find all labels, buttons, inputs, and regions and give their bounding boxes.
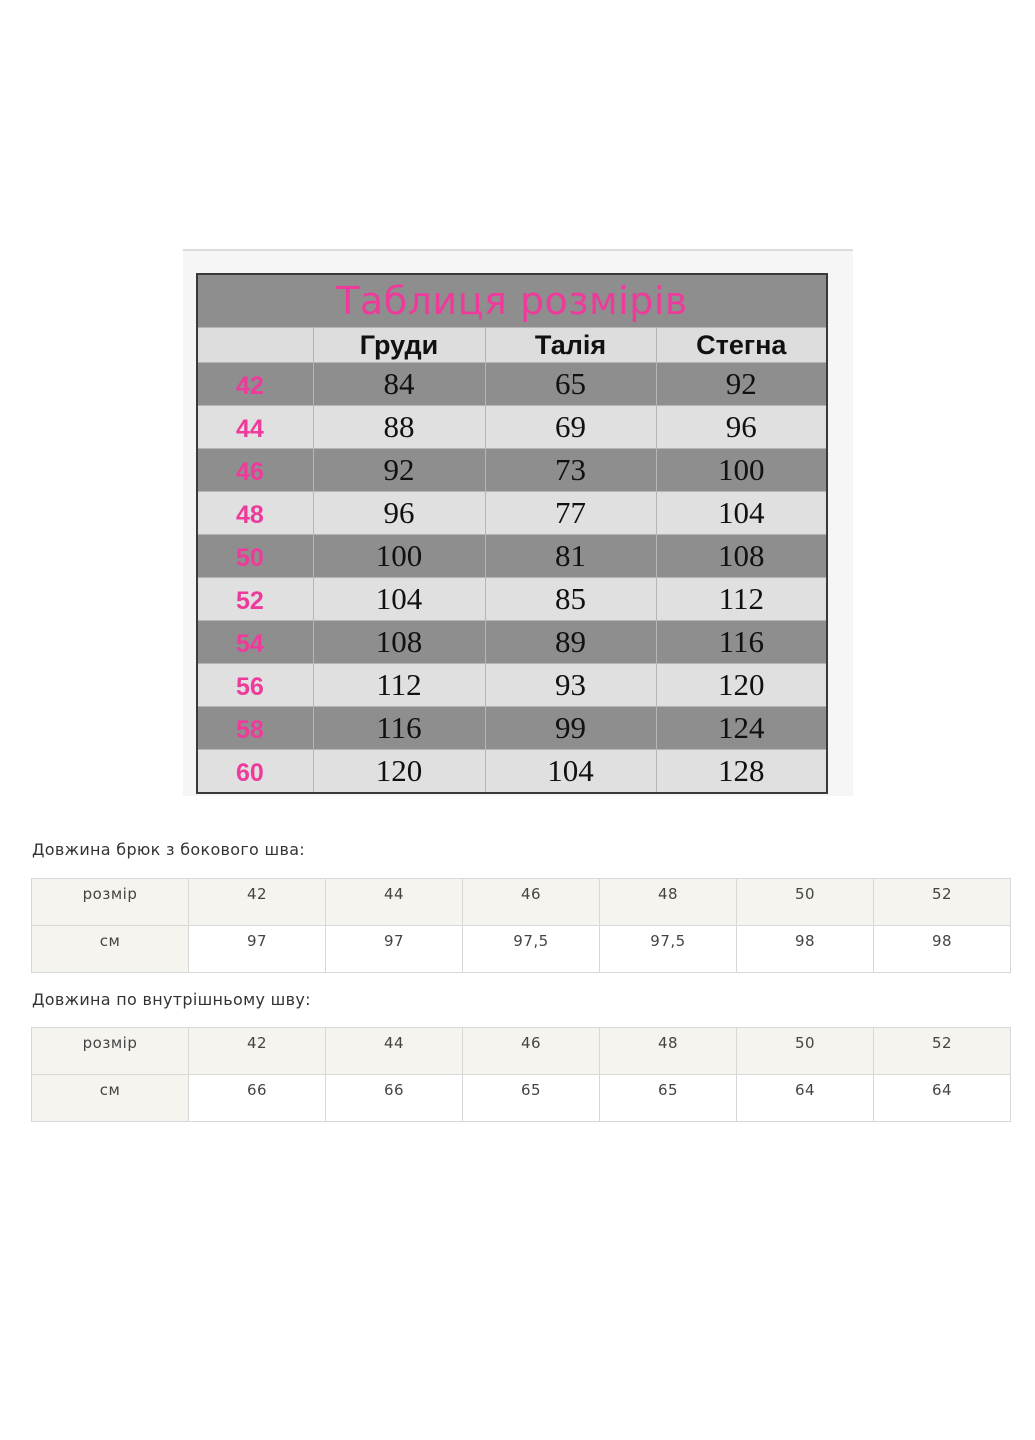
length-value: 66 (189, 1075, 326, 1122)
waist-cell: 104 (485, 750, 656, 794)
waist-cell: 93 (485, 664, 656, 707)
hips-cell: 112 (656, 578, 827, 621)
length-value: 66 (326, 1075, 463, 1122)
header-empty (197, 328, 313, 363)
row-label: см (32, 926, 189, 973)
chest-cell: 92 (313, 449, 485, 492)
waist-cell: 65 (485, 363, 656, 406)
waist-cell: 85 (485, 578, 656, 621)
size-value: 46 (463, 879, 600, 926)
length-value: 64 (737, 1075, 874, 1122)
length-value: 97,5 (600, 926, 737, 973)
size-cell: 52 (197, 578, 313, 621)
waist-cell: 81 (485, 535, 656, 578)
cm-row (32, 926, 1011, 973)
size-header-row (32, 879, 1011, 926)
size-value: 46 (463, 1028, 600, 1075)
size-cell: 60 (197, 750, 313, 794)
hips-cell: 100 (656, 449, 827, 492)
size-value: 52 (874, 1028, 1011, 1075)
chest-cell: 108 (313, 621, 485, 664)
row-label: розмір (32, 879, 189, 926)
header-waist: Талія (485, 328, 656, 363)
hips-cell: 108 (656, 535, 827, 578)
inner-seam-label: Довжина по внутрішньому шву: (32, 990, 311, 1009)
size-chart-title-row (197, 274, 827, 328)
hips-cell: 124 (656, 707, 827, 750)
size-cell: 44 (197, 406, 313, 449)
length-value: 98 (737, 926, 874, 973)
chest-cell: 116 (313, 707, 485, 750)
hips-cell: 92 (656, 363, 827, 406)
chest-cell: 96 (313, 492, 485, 535)
waist-cell: 89 (485, 621, 656, 664)
cm-row (32, 1075, 1011, 1122)
size-row (197, 449, 827, 492)
size-chart-table (196, 273, 828, 794)
chest-cell: 84 (313, 363, 485, 406)
size-value: 42 (189, 879, 326, 926)
waist-cell: 77 (485, 492, 656, 535)
size-row (197, 621, 827, 664)
size-row (197, 578, 827, 621)
length-value: 98 (874, 926, 1011, 973)
length-value: 65 (600, 1075, 737, 1122)
size-value: 52 (874, 879, 1011, 926)
hips-cell: 96 (656, 406, 827, 449)
size-chart-header-row (197, 328, 827, 363)
hips-cell: 104 (656, 492, 827, 535)
size-value: 48 (600, 1028, 737, 1075)
size-cell: 50 (197, 535, 313, 578)
header-hips: Стегна (656, 328, 827, 363)
chest-cell: 120 (313, 750, 485, 794)
length-value: 97 (326, 926, 463, 973)
hips-cell: 120 (656, 664, 827, 707)
length-value: 97,5 (463, 926, 600, 973)
waist-cell: 99 (485, 707, 656, 750)
row-label: см (32, 1075, 189, 1122)
size-row (197, 750, 827, 794)
size-row (197, 535, 827, 578)
size-value: 42 (189, 1028, 326, 1075)
chest-cell: 112 (313, 664, 485, 707)
length-value: 64 (874, 1075, 1011, 1122)
length-value: 97 (189, 926, 326, 973)
side-seam-label: Довжина брюк з бокового шва: (32, 840, 305, 859)
chest-cell: 104 (313, 578, 485, 621)
chest-cell: 100 (313, 535, 485, 578)
side-seam-table (31, 878, 1011, 973)
length-value: 65 (463, 1075, 600, 1122)
size-header-row (32, 1028, 1011, 1075)
inner-seam-table (31, 1027, 1011, 1122)
hips-cell: 128 (656, 750, 827, 794)
header-chest: Груди (313, 328, 485, 363)
waist-cell: 73 (485, 449, 656, 492)
size-cell: 58 (197, 707, 313, 750)
size-value: 50 (737, 879, 874, 926)
hips-cell: 116 (656, 621, 827, 664)
size-value: 44 (326, 1028, 463, 1075)
size-row (197, 664, 827, 707)
chest-cell: 88 (313, 406, 485, 449)
row-label: розмір (32, 1028, 189, 1075)
size-cell: 46 (197, 449, 313, 492)
size-cell: 42 (197, 363, 313, 406)
size-row (197, 406, 827, 449)
size-value: 50 (737, 1028, 874, 1075)
size-row (197, 707, 827, 750)
size-cell: 54 (197, 621, 313, 664)
size-row (197, 492, 827, 535)
size-value: 44 (326, 879, 463, 926)
size-value: 48 (600, 879, 737, 926)
size-cell: 56 (197, 664, 313, 707)
size-cell: 48 (197, 492, 313, 535)
size-chart-title: Таблиця розмірів (197, 274, 827, 328)
waist-cell: 69 (485, 406, 656, 449)
size-row (197, 363, 827, 406)
